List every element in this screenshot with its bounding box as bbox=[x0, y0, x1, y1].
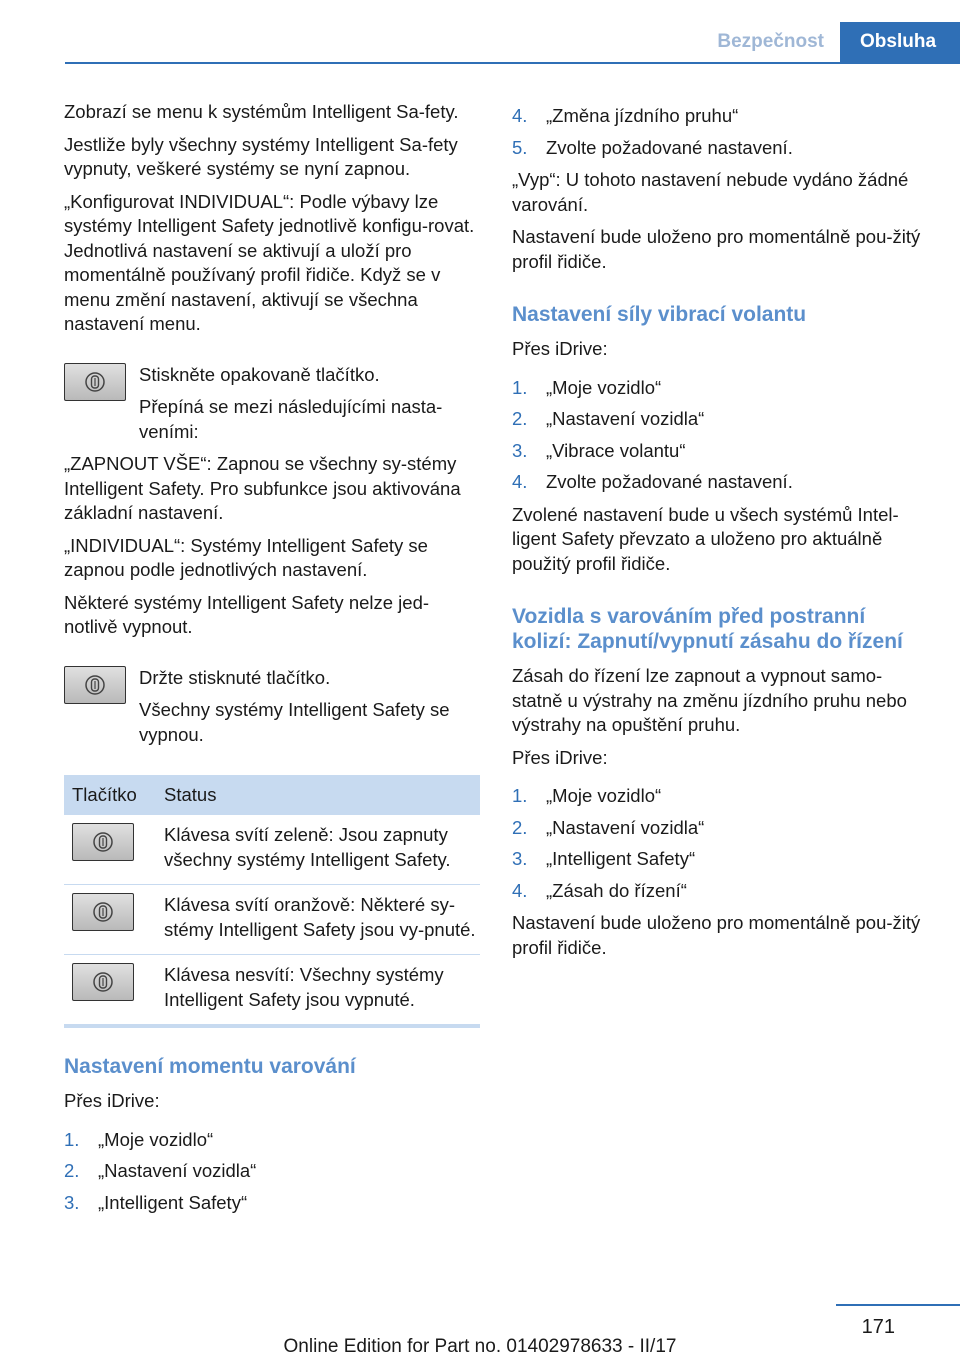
step-text: „Nastavení vozidla“ bbox=[546, 408, 705, 429]
step-number: 2. bbox=[512, 408, 528, 429]
steps-list bbox=[512, 784, 930, 903]
paragraph: Zvolené nastavení bude u všech systémů Intel-ligent Safety převzato a uloženo pro aktuálně použitý profil řidiče. bbox=[512, 503, 899, 574]
status-cell: Klávesa svítí zeleně: Jsou zapnuty všechny systémy Intelligent Safety. bbox=[164, 815, 480, 885]
list-item bbox=[64, 1191, 480, 1216]
step-text: „Moje vozidlo“ bbox=[546, 376, 662, 398]
footer-rule bbox=[836, 1304, 960, 1306]
paragraph: „Konfigurovat INDIVIDUAL“: Podle výbavy lze systémy Intelligent Safety jednotlivě konfigu-rovat. Jednotlivá nastavení se aktivují a uloží pro momentálně používaný profil řidiče. Když se v menu změní nastavení, aktivují se všechna nastavení menu. bbox=[64, 190, 475, 334]
tab-obsluha[interactable]: Obsluha bbox=[840, 22, 960, 62]
list-item bbox=[512, 104, 930, 129]
step-number: 3. bbox=[512, 848, 528, 869]
step-number: 4. bbox=[512, 879, 528, 901]
step-number: 4. bbox=[512, 105, 528, 126]
step-number: 1. bbox=[512, 785, 528, 806]
step-number: 2. bbox=[64, 1160, 80, 1181]
step-number: 5. bbox=[512, 136, 528, 158]
step-number: 3. bbox=[64, 1191, 80, 1213]
steps-list bbox=[64, 1128, 480, 1216]
steps-list bbox=[512, 376, 930, 495]
page-number: 171 bbox=[861, 1316, 895, 1338]
section-heading: Nastavení síly vibrací volantu bbox=[512, 303, 807, 326]
paragraph: Přes iDrive: bbox=[512, 746, 608, 768]
step-text: „Moje vozidlo“ bbox=[546, 785, 662, 806]
step-text: Zvolte požadované nastavení. bbox=[546, 471, 793, 492]
hold-instruction: Držte stisknuté tlačítko. bbox=[139, 666, 331, 688]
step-number: 3. bbox=[512, 439, 528, 461]
list-item bbox=[512, 784, 930, 809]
step-text: „Nastavení vozidla“ bbox=[546, 816, 705, 838]
list-item bbox=[512, 439, 930, 464]
press-instruction: Stiskněte opakovaně tlačítko. bbox=[139, 363, 380, 385]
paragraph: „ZAPNOUT VŠE“: Zapnou se všechny sy-stémy Intelligent Safety. Pro subfunkce jsou aktivována základní nastavení. bbox=[64, 453, 461, 523]
table-row bbox=[64, 955, 480, 1027]
list-item bbox=[512, 879, 930, 904]
step-text: Zvolte požadované nastavení. bbox=[546, 136, 793, 158]
table-header-status: Status bbox=[164, 775, 480, 815]
step-number: 1. bbox=[512, 376, 528, 398]
tab-bezpecnost[interactable]: Bezpečnost bbox=[699, 22, 840, 62]
paragraph: Přes iDrive: bbox=[64, 1090, 160, 1111]
section-heading: Nastavení momentu varování bbox=[64, 1055, 356, 1078]
header-rule bbox=[65, 62, 960, 64]
intelligent-safety-button-icon bbox=[72, 893, 134, 931]
list-item bbox=[512, 376, 930, 401]
list-item bbox=[64, 1159, 480, 1184]
status-cell: Klávesa nesvítí: Všechny systémy Intelligent Safety jsou vypnuté. bbox=[164, 955, 480, 1027]
paragraph: „INDIVIDUAL“: Systémy Intelligent Safety se zapnou podle jednotlivých nastavení. bbox=[64, 534, 428, 580]
paragraph: Nastavení bude uloženo pro momentálně pou-žitý profil řidiče. bbox=[512, 912, 921, 958]
edition-footer: Online Edition for Part no. 01402978633 - II/17 bbox=[283, 1336, 677, 1357]
list-item bbox=[512, 470, 930, 495]
right-column bbox=[512, 100, 930, 968]
paragraph: Nastavení bude uloženo pro momentálně pou-žitý profil řidiče. bbox=[512, 226, 921, 272]
step-text: „Nastavení vozidla“ bbox=[98, 1160, 257, 1181]
paragraph: Přes iDrive: bbox=[512, 338, 608, 359]
hold-note: Všechny systémy Intelligent Safety se vypnou. bbox=[139, 699, 450, 745]
table-header-button: Tlačítko bbox=[64, 775, 164, 815]
list-item bbox=[512, 407, 930, 432]
off-note: „Vyp“: U tohoto nastavení nebude vydáno žádné varování. bbox=[512, 169, 909, 215]
intelligent-safety-button-icon bbox=[72, 823, 134, 861]
toggle-note-text: Přepíná se mezi následujícími nasta-veními: bbox=[139, 396, 443, 442]
paragraph: Zásah do řízení lze zapnout a vypnout samo-statně u výstrahy na změnu jízdního pruhu nebo výstrahy na opuštění pruhu. bbox=[512, 665, 907, 735]
list-item bbox=[512, 136, 930, 161]
left-column bbox=[64, 100, 480, 1223]
intelligent-safety-button-icon bbox=[64, 363, 126, 401]
list-item bbox=[512, 847, 930, 872]
toggle-note bbox=[139, 395, 480, 444]
step-text: „Intelligent Safety“ bbox=[98, 1191, 248, 1213]
section-heading: Vozidla s varováním před postranní kolizí: Zapnutí/vypnutí zásahu do řízení bbox=[512, 605, 903, 653]
paragraph: Zobrazí se menu k systémům Intelligent Sa-fety. bbox=[64, 101, 459, 122]
step-text: „Vibrace volantu“ bbox=[546, 439, 686, 461]
intelligent-safety-button-icon bbox=[64, 666, 126, 704]
step-text: „Zásah do řízení“ bbox=[546, 879, 687, 901]
steps-list bbox=[512, 104, 930, 160]
paragraph: Některé systémy Intelligent Safety nelze jed-notlivě vypnout. bbox=[64, 591, 430, 637]
press-repeatedly-block bbox=[64, 363, 480, 445]
header-tabs bbox=[699, 22, 960, 62]
step-number: 2. bbox=[512, 816, 528, 838]
step-text: „Změna jízdního pruhu“ bbox=[546, 105, 739, 126]
step-text: „Moje vozidlo“ bbox=[98, 1128, 214, 1150]
status-cell: Klávesa svítí oranžově: Některé sy-stémy Intelligent Safety jsou vy-pnuté. bbox=[164, 885, 480, 955]
table-row bbox=[64, 815, 480, 885]
button-status-table bbox=[64, 775, 480, 1028]
list-item bbox=[512, 816, 930, 841]
step-text: „Intelligent Safety“ bbox=[546, 848, 696, 869]
hold-button-block bbox=[64, 666, 480, 748]
paragraph: Jestliže byly všechny systémy Intelligent Sa-fety vypnuty, veškeré systémy se nyní zapnou. bbox=[64, 133, 458, 179]
step-number: 4. bbox=[512, 471, 528, 492]
table-row bbox=[64, 885, 480, 955]
list-item bbox=[64, 1128, 480, 1153]
intelligent-safety-button-icon bbox=[72, 963, 134, 1001]
step-number: 1. bbox=[64, 1128, 80, 1150]
